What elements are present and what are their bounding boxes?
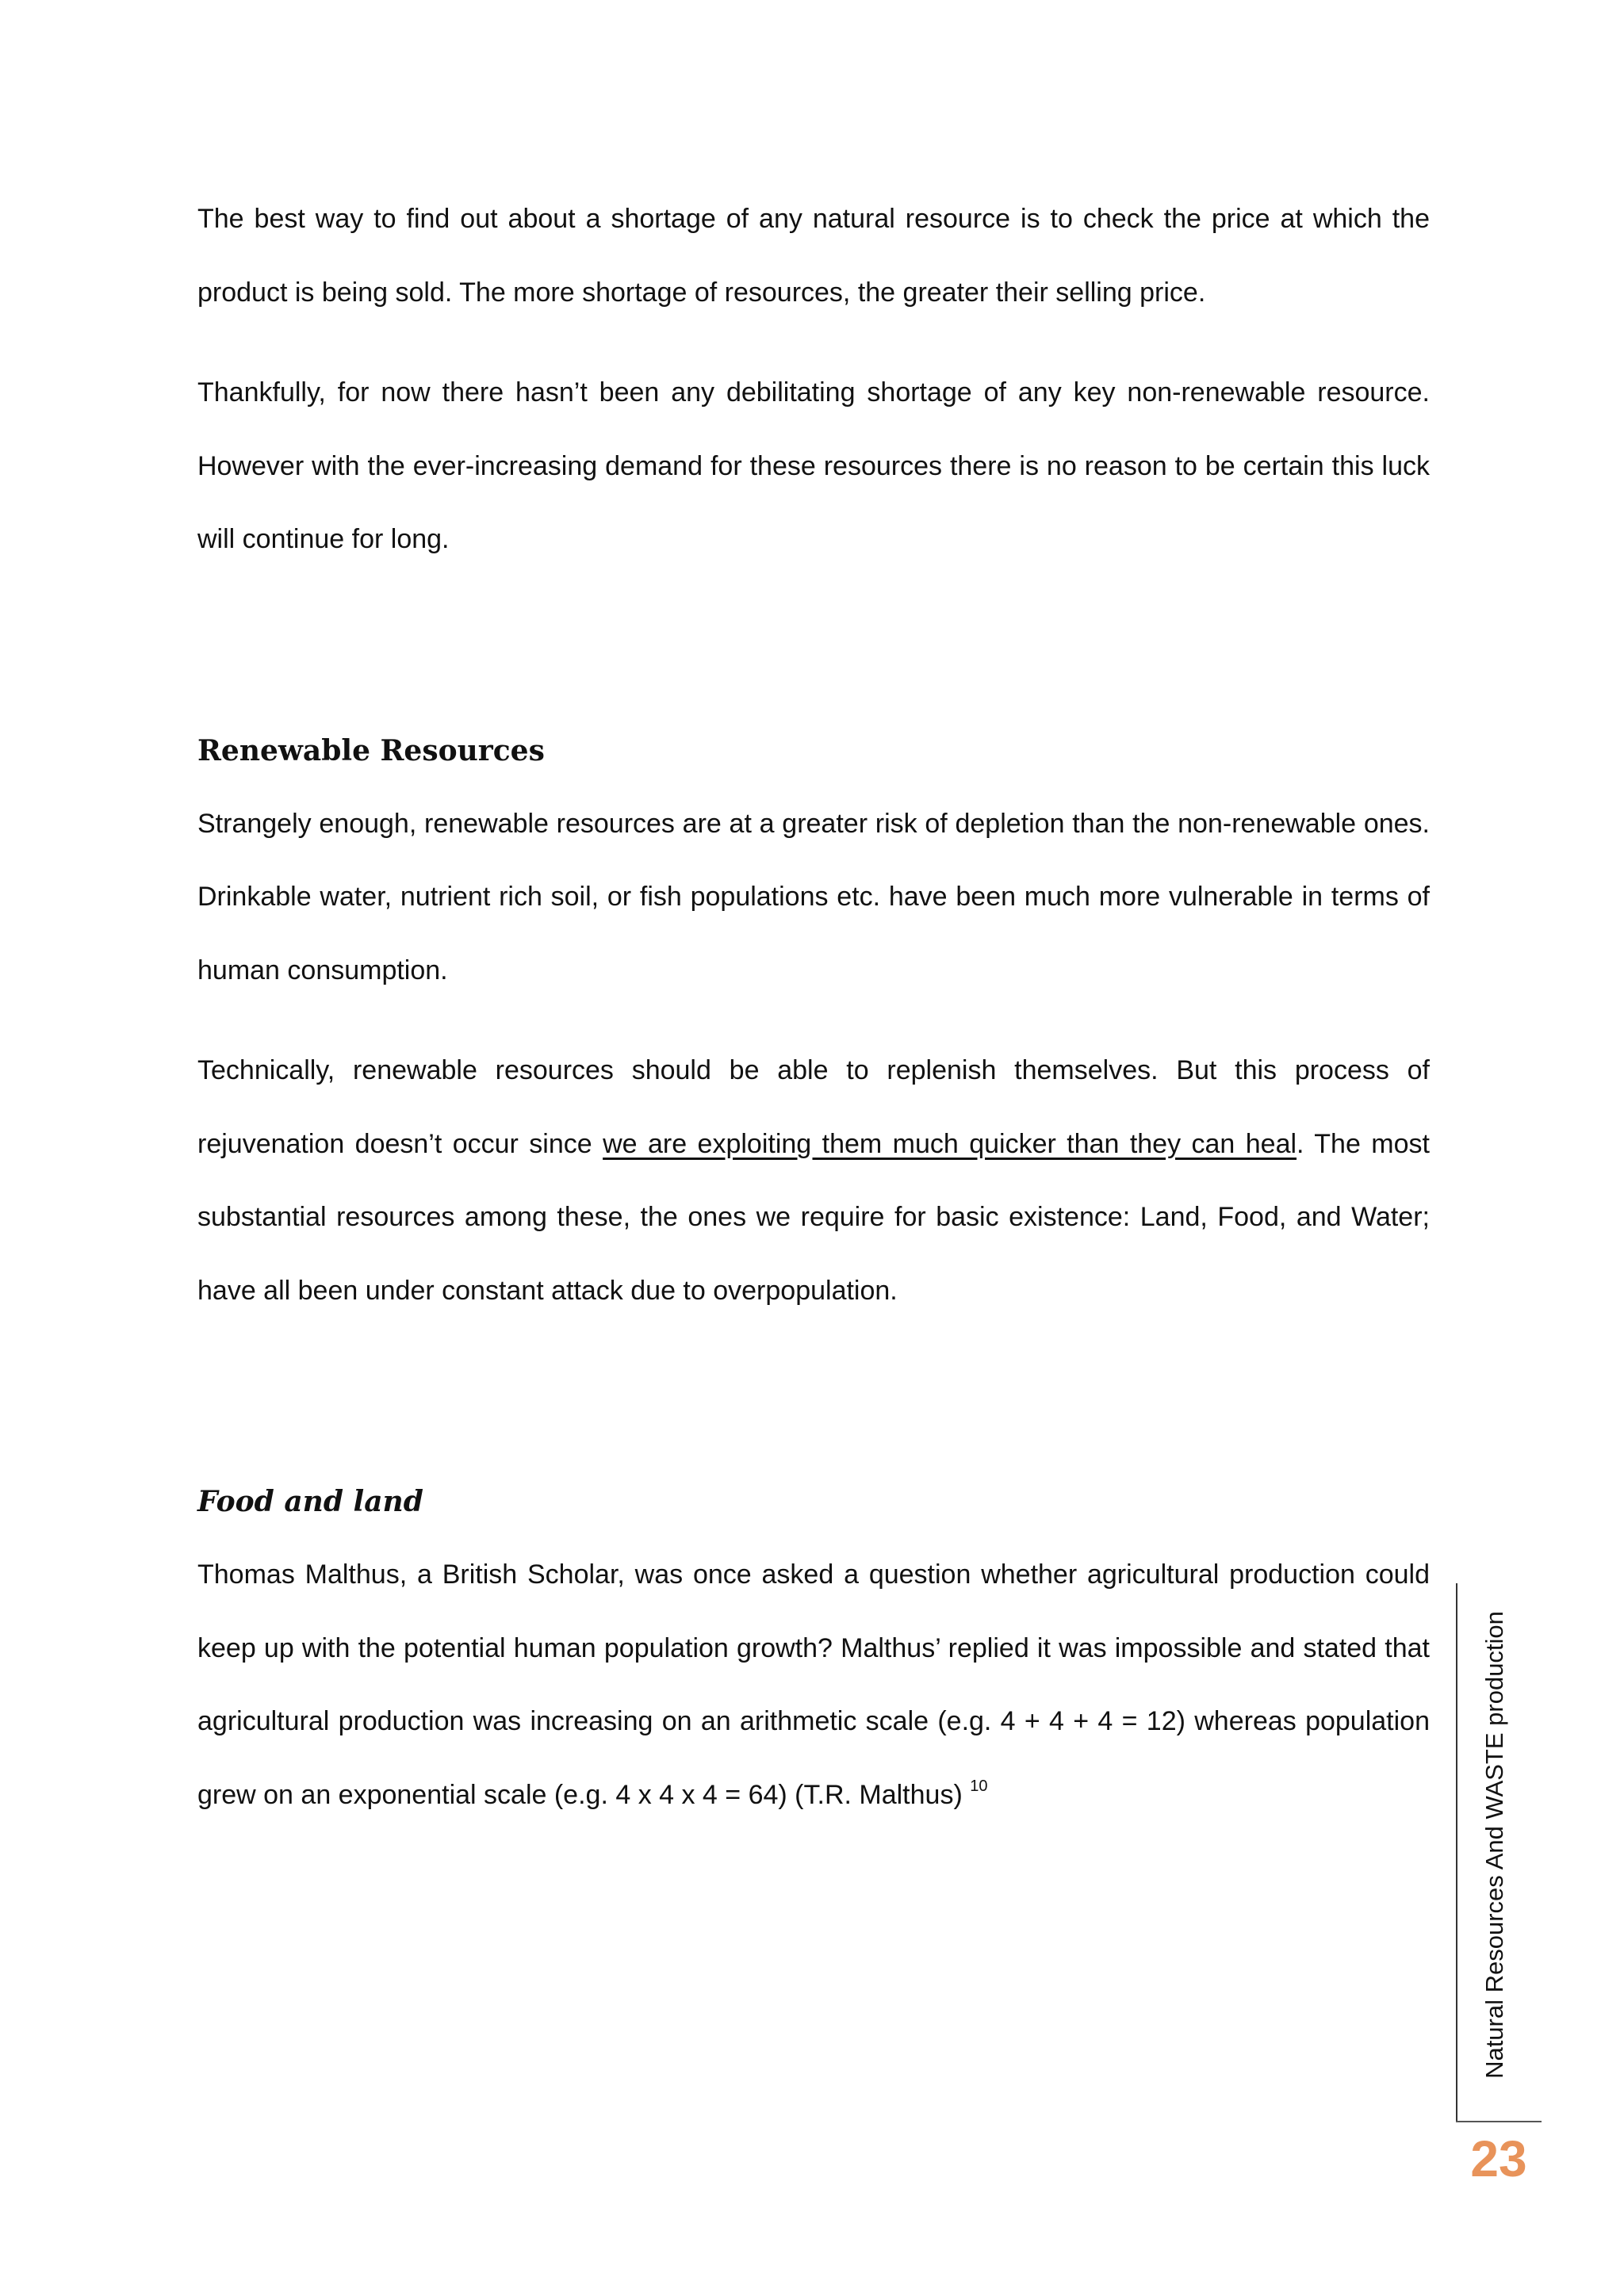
- renewable-paragraph-2-end: . The most substantial resources among these, the ones we require for basic existence: Land, Food, and Water; have all been under constant attack due to overpopulation.: [197, 1128, 1430, 1306]
- renewable-paragraph-2-start: Technically, renewable resources should be able to replenish themselves. But this process of rejuvenation doesn’t occur since: [197, 1055, 1430, 1159]
- heading-spacer: [197, 1525, 1430, 1538]
- intro-paragraph-1: The best way to find out about a shortage of any natural resource is to check the price at which the product is being sold. The more shortage of resources, the greater their selling price.: [197, 204, 1430, 308]
- running-title: Natural Resources And WASTE production: [1480, 1611, 1508, 2079]
- sidebar-divider-horizontal: [1456, 2121, 1542, 2122]
- page-number: 23: [1470, 2130, 1527, 2187]
- page-body: [197, 182, 1430, 1831]
- sidebar-divider-vertical: [1456, 1583, 1457, 2122]
- renewable-paragraph-1: Strangely enough, renewable resources are at a greater risk of depletion than the non-renewable ones. Drinkable water, nutrient rich soil, or fish populations etc. have been much more vulnerable in terms of human consumption.: [197, 808, 1430, 985]
- section-spacer: [197, 576, 1430, 727]
- intro-paragraph-2: Thankfully, for now there hasn’t been any debilitating shortage of any key non-renewable resource. However with the ever-increasing demand for these resources there is no reason to be certain this luck will continue for long.: [197, 377, 1430, 554]
- footnote-reference: 10: [970, 1777, 988, 1795]
- food-land-paragraph-text: Thomas Malthus, a British Scholar, was once asked a question whether agricultural production could keep up with the potential human population growth? Malthus’ replied it was impossible and stated that agricultural production was increasing on an arithmetic scale (e.g. 4 + 4 + 4 = 12) whereas population grew on an exponential scale (e.g. 4 x 4 x 4 = 64) (T.R. Malthus): [197, 1559, 1430, 1810]
- renewable-paragraph-2: [197, 1034, 1430, 1327]
- food-land-paragraph: [197, 1538, 1430, 1831]
- running-title-sidebar: [1463, 1583, 1526, 2107]
- heading-renewable-resources: Renewable Resources: [197, 733, 545, 767]
- heading-food-and-land: Food and land: [197, 1485, 423, 1518]
- section-spacer: [197, 1327, 1430, 1478]
- underlined-emphasis: we are exploiting them much quicker than they can heal: [603, 1128, 1297, 1159]
- heading-spacer: [197, 775, 1430, 787]
